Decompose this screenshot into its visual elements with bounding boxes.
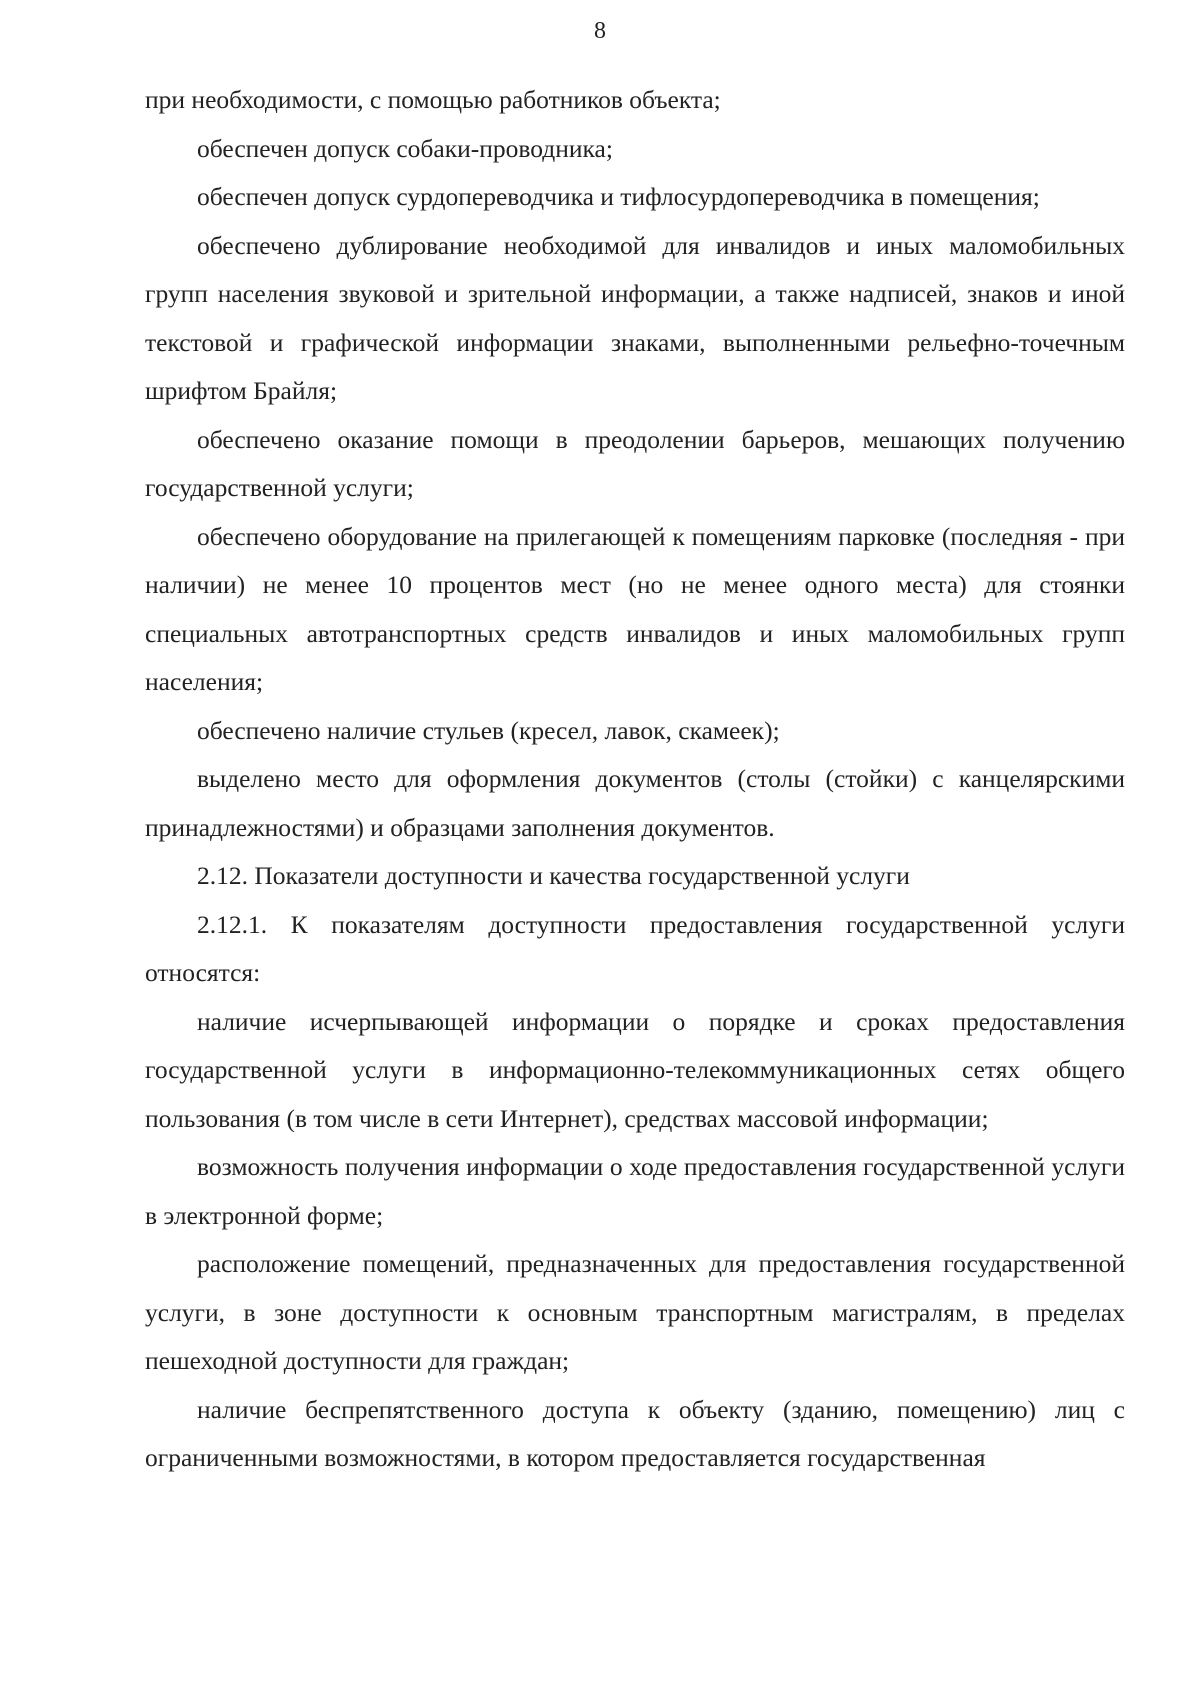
page-number: 8 bbox=[594, 18, 606, 44]
paragraph-parking: обеспечено оборудование на прилегающей к помещениям парковке (последняя - при наличии) не менее 10 процентов мест (но не менее одного места) для стоянки специальных автотранспортных средств инвалидов и иных маломобильных групп населения; bbox=[145, 521, 1125, 696]
document-body bbox=[145, 76, 1125, 1483]
paragraph-barrier-help: обеспечено оказание помощи в преодолении барьеров, мешающих получению государственной услуги; bbox=[145, 424, 1125, 502]
paragraph-electronic-info: возможность получения информации о ходе предоставления государственной услуги в электронной форме; bbox=[145, 1152, 1125, 1230]
paragraph-documents-place: выделено место для оформления документов (столы (стойки) с канцелярскими принадлежностями) и образцами заполнения документов. bbox=[145, 764, 1125, 842]
section-heading-2-12: 2.12. Показатели доступности и качества государственной услуги bbox=[197, 861, 910, 890]
paragraph-chairs: обеспечено наличие стульев (кресел, лавок, скамеек); bbox=[197, 715, 780, 745]
paragraph-guide-dog: обеспечен допуск собаки-проводника; bbox=[197, 133, 613, 163]
paragraph-location: расположение помещений, предназначенных для предоставления государственной услуги, в зоне доступности к основным транспортным магистралям, в пределах пешеходной доступности для граждан; bbox=[145, 1249, 1125, 1375]
paragraph-2-12-1: 2.12.1. К показателям доступности предоставления государственной услуги относятся: bbox=[145, 909, 1125, 987]
paragraph-continuation: при необходимости, с помощью работников объекта; bbox=[145, 85, 721, 114]
paragraph-information-availability: наличие исчерпывающей информации о порядке и сроках предоставления государственной услуги в информационно-телекоммуникационных сетях общего пользования (в том числе в сети Интернет), средствах массовой информации; bbox=[145, 1006, 1125, 1133]
paragraph-braille: обеспечено дублирование необходимой для инвалидов и иных маломобильных групп населения звуковой и зрительной информации, а также надписей, знаков и иной текстовой и графической информации знаками, выполненными рельефно-точечным шрифтом Брайля; bbox=[145, 230, 1125, 405]
paragraph-interpreter: обеспечен допуск сурдопереводчика и тифлосурдопереводчика в помещения; bbox=[197, 182, 1040, 211]
paragraph-unobstructed-access: наличие беспрепятственного доступа к объекту (зданию, помещению) лиц с ограниченными возможностями, в котором предоставляется государственная bbox=[145, 1394, 1125, 1472]
